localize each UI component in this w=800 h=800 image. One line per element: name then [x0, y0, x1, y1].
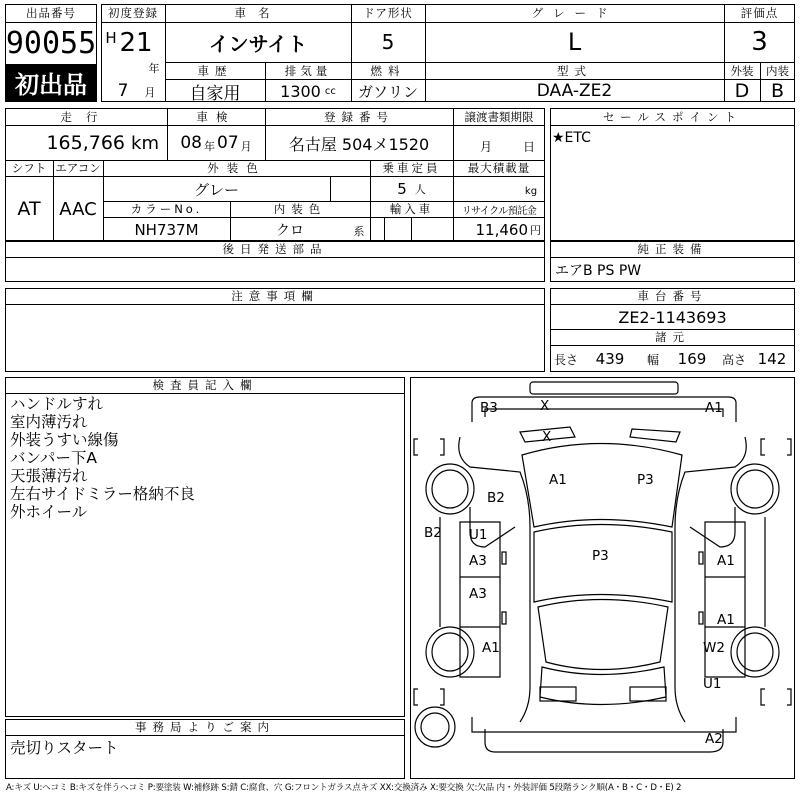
damage-a1-right-rear: A1 [717, 612, 735, 628]
damage-w2-right: W2 [703, 640, 725, 656]
legend: A:キズ U:ヘコミ B:キズを伴うヘコミ P:要塗装 W:補修跡 S:錆 C:腐食、穴 G:フロントガラス点キズ XX:交換済み X:要交換 欠:欠品 内・外装評価 5段階ランク順(A・B・C・D・E) 2 [6, 783, 682, 793]
office-label: 事務局よりご案内 [135, 720, 275, 734]
dims-label: 諸元 [655, 330, 690, 344]
fuel-value: ガソリン [357, 82, 418, 101]
capacity-label: 乗車定員 [382, 161, 441, 175]
ext-score-value: D [734, 80, 750, 102]
score-label: 評価点 [740, 6, 779, 20]
dims-width: 169 [677, 350, 707, 368]
interior-color-value: クロ [276, 222, 304, 239]
damage-a2-rear: A2 [705, 731, 723, 747]
interior-color-unit: 系 [353, 225, 365, 238]
mileage-value [5, 126, 167, 160]
capacity-number: 5 [397, 180, 407, 198]
transfer-label: 譲渡書類期限 [464, 109, 534, 124]
genuine-value: エアB PS PW [555, 263, 642, 279]
car-name-value: インサイト [208, 31, 308, 56]
doors-value: 5 [381, 30, 395, 54]
color-no-value: NH737M [134, 220, 199, 239]
first-reg-era: H [105, 29, 117, 47]
capacity-value [370, 177, 453, 201]
color-no-label: カラーNo. [130, 202, 203, 216]
recycle-value [453, 218, 545, 241]
damage-a3-left-rear: A3 [469, 586, 487, 602]
displacement-unit: cc [324, 85, 336, 97]
registration-label: 登録番号 [324, 109, 394, 124]
lot-label: 出品番号 [26, 6, 76, 20]
transfer-day-unit: 日 [522, 139, 535, 154]
model-label: 型式 [557, 63, 592, 78]
recycle-unit: 円 [530, 223, 541, 237]
max-load-unit: kg [524, 185, 538, 197]
lot-number: 90055 [5, 25, 97, 61]
inspector-line: 外ホイール [10, 503, 88, 521]
chassis-label: 車台番号 [637, 289, 708, 303]
aircon-label: エアコン [55, 161, 101, 175]
inspection-month-unit: 月 [240, 140, 252, 153]
first-reg-year-unit: 年 [148, 62, 160, 75]
transfer-month-unit: 月 [479, 139, 492, 154]
score-value: 3 [751, 27, 768, 57]
dims-length: 439 [595, 350, 625, 368]
damage-a1-hood: A1 [549, 472, 567, 488]
grade-label: グレード [531, 6, 618, 20]
registration-value: 名古屋 504メ1520 [288, 134, 430, 154]
ext-score-label: 外装 [730, 63, 754, 78]
int-score-label: 内装 [766, 63, 789, 78]
genuine-label: 純正装備 [637, 242, 708, 256]
history-label: 車歴 [197, 63, 233, 78]
recycle-label: リサイクル預託金 [461, 205, 537, 217]
damage-b2-side: B2 [424, 525, 442, 541]
inspection-label: 車検 [196, 109, 236, 124]
first-listing-badge: 初出品 [6, 64, 96, 101]
damage-u1-right: U1 [703, 676, 722, 692]
fuel-label: 燃料 [370, 63, 406, 78]
inspector-line: ハンドルすれ [10, 395, 104, 413]
dims-height: 142 [757, 350, 787, 368]
import-label: 輸入車 [389, 202, 434, 216]
mileage-label: 走行 [60, 109, 112, 124]
inspector-comments [10, 395, 195, 521]
inspector-line: 室内薄汚れ [10, 413, 88, 431]
damage-b3: B3 [480, 400, 498, 416]
max-load-label: 最大積載量 [467, 161, 531, 175]
dims-length-label: 長さ [553, 352, 578, 367]
grade-value: L [567, 28, 582, 56]
car-name-label: 車名 [234, 6, 282, 20]
damage-a3-left-front: A3 [469, 553, 487, 569]
first-reg-label: 初度登録 [108, 6, 158, 20]
notes-label: 注意事項欄 [231, 289, 319, 303]
history-value: 自家用 [189, 83, 241, 102]
inspection-year-unit: 年 [204, 140, 215, 153]
damage-x-glass: X [542, 429, 552, 445]
mileage-unit: km [131, 132, 159, 154]
first-reg-year: 21 [119, 28, 153, 58]
displacement-label: 排気量 [284, 63, 332, 78]
aircon-value: AAC [59, 198, 97, 220]
dims-height-label: 高さ [721, 352, 746, 367]
inspector-line: 天張薄汚れ [10, 467, 88, 485]
office-value: 売切りスタート [10, 739, 119, 757]
damage-p3-hood: P3 [637, 472, 654, 488]
inspection-year: 08 [180, 133, 202, 153]
shift-value: AT [17, 198, 41, 220]
inspector-line: 外装うすい線傷 [10, 431, 119, 449]
car-outline [410, 377, 795, 779]
chassis-value: ZE2-1143693 [618, 307, 727, 327]
recycle-number: 11,460 [475, 220, 528, 239]
interior-color-label: 内装色 [273, 202, 327, 216]
inspection-month: 07 [217, 133, 239, 153]
exterior-color-label: 外装色 [207, 161, 266, 175]
capacity-unit: 人 [414, 183, 426, 196]
displacement-number: 1300 [280, 81, 321, 101]
displacement-value [265, 80, 351, 102]
sales-points-value: ★ETC [552, 130, 591, 146]
damage-x-front: X [540, 398, 550, 414]
first-reg-month: 7 [117, 81, 129, 101]
first-reg-month-unit: 月 [144, 86, 156, 99]
damage-a1-front-right: A1 [705, 400, 723, 416]
mileage-number: 165,766 [46, 132, 126, 154]
doors-label: ドア形状 [363, 6, 413, 20]
inspector-label: 検査員記入欄 [152, 378, 258, 392]
exterior-color-value: グレー [193, 180, 239, 199]
damage-p3-roof: P3 [592, 548, 609, 564]
inspector-line: 左右サイドミラー格納不良 [10, 485, 195, 503]
int-score-value: B [770, 80, 785, 102]
shift-label: シフト [11, 161, 47, 175]
sales-points-label: セールスポイント [603, 109, 742, 124]
later-parts-label: 後日発送部品 [222, 242, 328, 256]
damage-a1-left-rear: A1 [482, 640, 500, 656]
damage-u1-left: U1 [469, 527, 488, 543]
model-value: DAA-ZE2 [536, 81, 613, 101]
inspector-line: バンパー下A [10, 449, 98, 467]
damage-a1-right-front: A1 [717, 553, 735, 569]
inspection-value [167, 126, 265, 160]
dims-width-label: 幅 [646, 352, 659, 367]
damage-b2-fender: B2 [487, 490, 505, 506]
